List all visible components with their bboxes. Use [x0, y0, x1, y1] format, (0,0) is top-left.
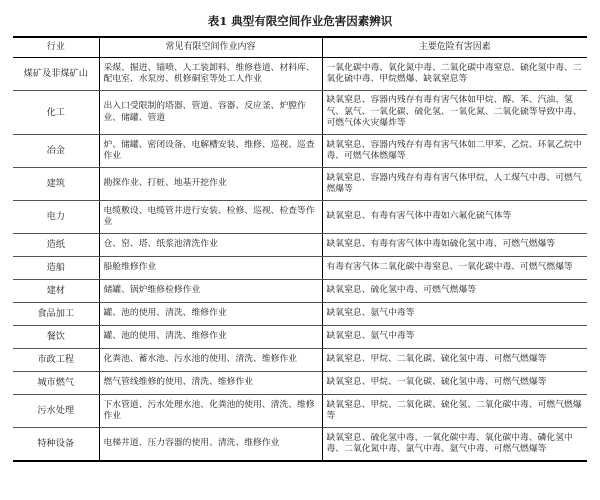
industry-cell: 市政工程 [13, 349, 99, 372]
header-industry: 行业 [13, 37, 99, 58]
industry-cell: 食品加工 [13, 303, 99, 326]
industry-cell: 化工 [13, 91, 99, 135]
industry-cell: 污水处理 [13, 395, 99, 428]
industry-cell: 建筑 [13, 168, 99, 201]
industry-cell: 城市燃气 [13, 372, 99, 395]
table-row [13, 326, 587, 349]
hazard-factors-cell: 缺氧窒息、有毒有害气体中毒如硫化氢中毒、可燃气燃爆等 [322, 234, 587, 257]
table-row [13, 168, 587, 201]
work-content-cell: 电缆敷设、电缆管井进行安装、检修、巡视、检查等作业 [99, 201, 322, 234]
hazard-factors-cell: 有毒有害气体二氧化碳中毒窒息、一氧化碳中毒、可燃气燃爆等 [322, 257, 587, 280]
table-row [13, 280, 587, 303]
industry-cell: 煤矿及非煤矿山 [13, 58, 99, 91]
work-content-cell: 下水管道、污水处理水池、化粪池的使用、清洗、维修作业 [99, 395, 322, 428]
industry-cell: 冶金 [13, 135, 99, 168]
table-row [13, 135, 587, 168]
hazard-factors-cell: 缺氧窒息、容器内残存有毒有害气体甲烷，人工煤气中毒、可燃气燃爆等 [322, 168, 587, 201]
industry-cell: 餐饮 [13, 326, 99, 349]
hazard-factors-cell: 缺氧窒息、甲烷、二氧化碳、硫化氢中毒、可燃气燃爆等 [322, 349, 587, 372]
hazard-factors-cell: 缺氧窒息、硫化氢中毒、一氧化碳中毒、氧化碳中毒、磷化氢中毒、二氧化氮中毒、氯气中毒、氨气中毒、可燃气燃爆等 [322, 428, 587, 462]
table-body [13, 58, 587, 462]
hazard-factors-cell: 缺氧窒息、甲烷、二氧化碳、硫化氢、二氧化碳中毒、可燃气燃爆等 [322, 395, 587, 428]
table-row [13, 257, 587, 280]
work-content-cell: 船舱维修作业 [99, 257, 322, 280]
hazard-factors-cell: 一氧化碳中毒、氧化氮中毒、二氧化碳中毒窒息、硫化氢中毒、二氧化硫中毒、甲烷燃爆、缺氧窒息等 [322, 58, 587, 91]
table-row [13, 58, 587, 91]
header-work-content: 常见有限空间作业内容 [99, 37, 322, 58]
table-row [13, 91, 587, 135]
table-row [13, 428, 587, 462]
table-row [13, 372, 587, 395]
table-title: 表1 典型有限空间作业危害因素辨识 [207, 14, 393, 28]
work-content-cell: 电梯井道、压力容器的使用、清洗、维修作业 [99, 428, 322, 462]
hazard-factors-cell: 缺氧窒息、容器内残存有毒有害气体如甲烷、醇、苯、汽油、氢气、氯气、一氧化碳、硫化氢、一氧化氮、二氧化硫等导致中毒、可燃气体火灾爆炸等 [322, 91, 587, 135]
work-content-cell: 燃气管线维修的使用、清洗、维修作业 [99, 372, 322, 395]
work-content-cell: 罐、池的使用、清洗、维修作业 [99, 303, 322, 326]
industry-cell: 特种设备 [13, 428, 99, 462]
hazard-factors-cell: 缺氧窒息、有毒有害气体中毒如六氟化硫气体等 [322, 201, 587, 234]
hazard-factors-cell: 缺氧窒息、甲烷、一氧化碳、硫化氢中毒、可燃气燃爆等 [322, 372, 587, 395]
industry-cell: 电力 [13, 201, 99, 234]
hazard-factors-cell: 缺氧窒息、硫化氢中毒、可燃气燃爆等 [322, 280, 587, 303]
work-content-cell: 储罐、锅炉维修检修作业 [99, 280, 322, 303]
work-content-cell: 采煤、掘进、锚喷、人工装卸料、维修巷道、材料库、配电室、水泵房、机修硐室等处工人作业 [99, 58, 322, 91]
table-row [13, 234, 587, 257]
hazard-table [13, 36, 587, 462]
work-content-cell: 炉、储罐、密闭设备、电解槽安装、维修、巡视、巡查作业 [99, 135, 322, 168]
hazard-factors-cell: 缺氧窒息、氨气中毒等 [322, 326, 587, 349]
work-content-cell: 化粪池、蓄水池、污水池的使用、清洗、维修作业 [99, 349, 322, 372]
table-row [13, 395, 587, 428]
work-content-cell: 勘探作业、打桩、地基开挖作业 [99, 168, 322, 201]
table-row [13, 201, 587, 234]
hazard-factors-cell: 缺氧窒息、氨气中毒等 [322, 303, 587, 326]
work-content-cell: 出入口受限制的塔器、管道、容器、反应釜、炉膛作业、储罐、管道 [99, 91, 322, 135]
industry-cell: 建材 [13, 280, 99, 303]
table-row [13, 349, 587, 372]
table-row [13, 303, 587, 326]
work-content-cell: 罐、池的使用、清洗、维修作业 [99, 326, 322, 349]
industry-cell: 造纸 [13, 234, 99, 257]
table-header-row [13, 37, 587, 58]
header-hazard-factors: 主要危险有害因素 [322, 37, 587, 58]
hazard-factors-cell: 缺氧窒息、容器内残存有毒有害气体如二甲苯、乙烷、环氧乙烷中毒、可燃气体燃爆等 [322, 135, 587, 168]
work-content-cell: 仓、窑、塔、纸浆池清洗作业 [99, 234, 322, 257]
industry-cell: 造船 [13, 257, 99, 280]
